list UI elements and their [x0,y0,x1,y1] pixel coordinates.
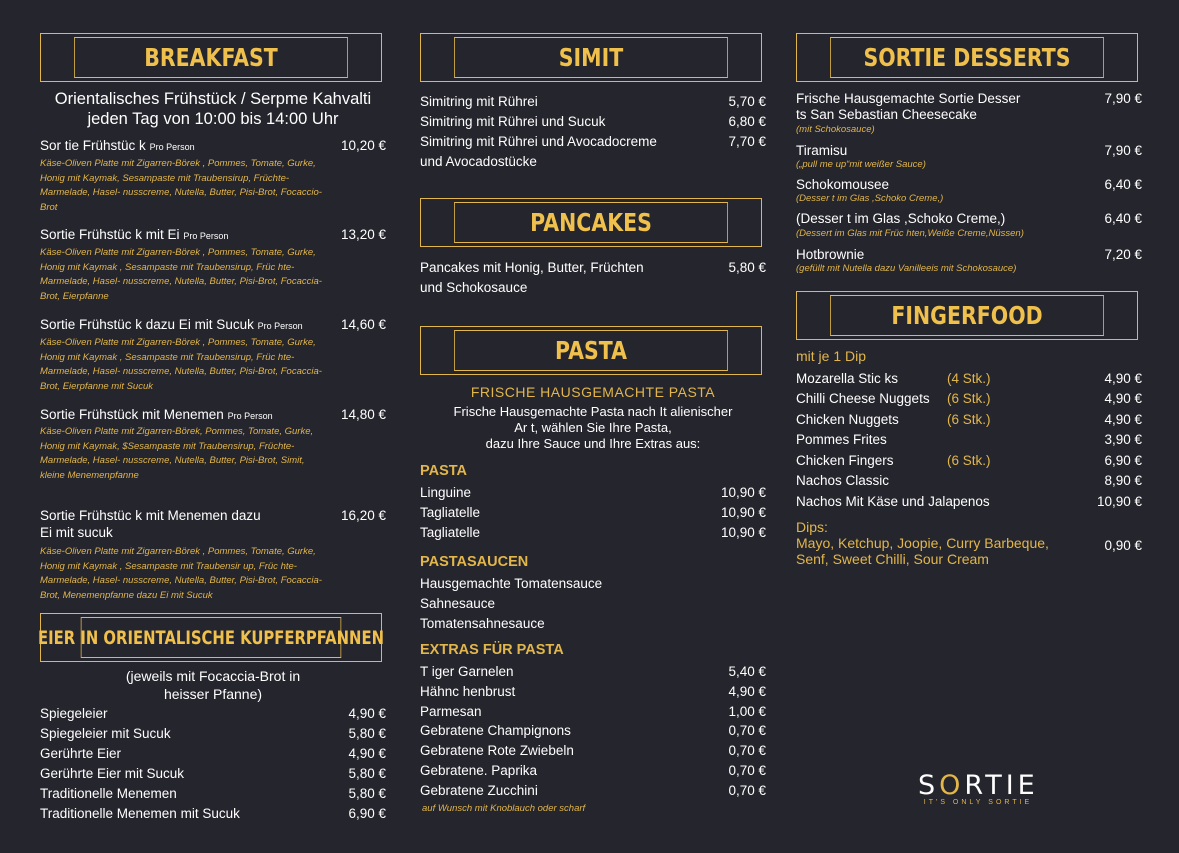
item-description: Käse-Oliven Platte mit Zigarren-Börek, Pommes, Tomate, Gurke, Honig mit Kaymak, $Sesampaste mit Traubensirup, Früchte- Marmelade, Hasel- nusscreme, Nutella, Butter, Pisi-Brot, Simit, kleine Menemenpfanne [40,426,314,481]
extra-item [420,781,766,801]
breakfast-intro-line1: Orientalisches Frühstück / Serpme Kahvalti [54,90,372,108]
item-price: 7,70 € [728,134,766,149]
simit-item [420,132,766,152]
item-price: 1,00 € [728,704,766,719]
fingerfood-item [796,369,1142,389]
item-price: 5,80 € [348,786,386,801]
item-price: 0,70 € [728,723,766,738]
extra-item [420,682,766,702]
eier-item [40,804,386,824]
item-name: Gerührte Eier [40,746,122,761]
fingerfood-item [796,430,1142,450]
dips-line1: Mayo, Ketchup, Joopie, Curry Barbeque, [796,535,1049,551]
fingerfood-item [796,492,1142,512]
item-price: 4,90 € [1104,391,1142,406]
extra-item [420,741,766,761]
item-name: Sortie Frühstüc k mit Ei [40,227,180,242]
item-name: Gebratene. Paprika [420,763,538,778]
eier-note [40,667,386,703]
item-price: 5,80 € [348,726,386,741]
dips-label: Dips: [796,519,828,535]
eier-item [40,704,386,724]
sortie-logo [918,770,1038,806]
item-name: (Desser t im Glas ,Schoko Creme,) [796,211,1006,226]
item-quantity: (6 Stk.) [947,453,991,468]
item-name: und Avocadostücke [420,154,537,169]
eier-item [40,724,386,744]
item-price: 7,90 € [1104,91,1142,106]
item-price: 4,90 € [1104,371,1142,386]
item-description: (mit Schokosauce) [796,124,875,135]
item-description: Käse-Oliven Platte mit Zigarren-Börek , Pommes, Tomate, Gurke, Honig mit Kaymak , Sesampaste mit Traubensirup, Früc hte- Marmelade, Hasel- nusscreme, Nutella, Butter, Pisi-Brot, Focaccia-Brot, Eierpfanne [40,247,322,302]
pancakes-line1: Pancakes mit Honig, Butter, Früchten [420,260,644,275]
item-name: Sortie Frühstüc k dazu Ei mit Sucuk [40,317,254,332]
logo-letters-rest: RTIE [964,770,1039,801]
item-name: Chicken Fingers [796,453,894,468]
item-name: Gebratene Rote Zwiebeln [420,743,574,758]
sauce-item: Tomatensahnesauce [420,616,545,631]
item-name: Simitring mit Rührei und Avocadocreme [420,134,657,149]
breakfast-title: BREAKFAST [144,43,278,72]
pasta-item [420,523,766,543]
dips [796,519,1142,567]
breakfast-item [40,405,386,426]
breakfast-item [40,136,386,157]
pasta-title: PASTA [554,336,628,365]
item-price: 8,90 € [1104,473,1142,488]
item-name: Spiegeleier mit Sucuk [40,726,171,741]
item-price: 0,70 € [728,743,766,758]
breakfast-intro-line2: jeden Tag von 10:00 bis 14:00 Uhr [87,110,339,128]
fingerfood-header-box [796,291,1138,340]
item-price: 3,90 € [1104,432,1142,447]
breakfast-item [40,225,386,246]
item-per-person: Pro Person [183,231,229,241]
logo-tagline: IT'S ONLY SORTIE [923,799,1033,806]
desserts-title: SORTIE DESSERTS [863,43,1071,72]
eier-header-box [40,613,382,662]
item-name: Traditionelle Menemen mit Sucuk [40,806,240,821]
item-name: Sortie Frühstüc k mit Menemen dazu [40,508,261,523]
item-name: Traditionelle Menemen [40,786,177,801]
simit-item [420,152,766,172]
dips-line2: Senf, Sweet Chilli, Sour Cream [796,551,989,567]
pasta-intro [420,404,766,452]
item-price: 14,60 € [340,317,386,332]
item-price: 4,90 € [728,684,766,699]
pancakes-title: PANCAKES [530,208,652,237]
item-description: Käse-Oliven Platte mit Zigarren-Börek , Pommes, Tomate, Gurke, Honig mit Kaymak , Sesampaste mit Traubensir up, Früc hte- Marmelade, Hasel- nusscreme, Nutella, Butter, Pisi-Brot, Focaccia-Brot, Menemenpfanne dazu Ei mit Sucuk [40,546,322,601]
pasta-subheading: PASTA [420,463,467,479]
item-description: Käse-Oliven Platte mit Zigarren-Börek , Pommes, Tomate, Gurke, Honig mit Kaymak , Sesampaste mit Traubensirup, Früc hte- Marmelade, Hasel- nusscreme, Nutella, Butter, Pisi-Brot, Focaccia-Brot, Eierpfanne mit Sucuk [40,337,322,392]
item-price: 5,80 € [728,260,766,275]
eier-item [40,744,386,764]
item-price: 5,80 € [348,766,386,781]
fingerfood-item [796,389,1142,409]
fingerfood-note: mit je 1 Dip [796,348,867,364]
pancakes-line2: und Schokosauce [420,280,528,295]
item-price: 7,20 € [1104,247,1142,262]
item-quantity: (6 Stk.) [947,412,991,427]
item-price: 6,80 € [728,114,766,129]
fingerfood-item [796,471,1142,491]
desserts-header-box [796,33,1138,82]
simit-title: SIMIT [558,43,624,72]
pasta-subtitle: FRISCHE HAUSGEMACHTE PASTA [470,384,716,400]
item-name: Pommes Frites [796,432,887,447]
item-price: 13,20 € [340,227,386,242]
sauce-item: Sahnesauce [420,596,496,611]
simit-item [420,112,766,132]
eier-item [40,784,386,804]
pasta-item [420,503,766,523]
item-name: Chilli Cheese Nuggets [796,391,930,406]
simit-item [420,92,766,112]
item-description: („pull me up“mit weißer Sauce) [796,159,926,170]
item-price: 7,90 € [1104,143,1142,158]
item-name: Tagliatelle [420,505,481,520]
item-name-line2: ts San Sebastian Cheesecake [796,107,977,122]
item-price: 16,20 € [340,508,386,523]
item-price: 0,70 € [728,783,766,798]
item-name: Hotbrownie [796,247,865,262]
item-price: 4,90 € [348,706,386,721]
item-description: (gefüllt mit Nutella dazu Vanilleeis mit Schokosauce) [796,263,1017,274]
item-quantity: (4 Stk.) [947,371,991,386]
item-name: Gerührte Eier mit Sucuk [40,766,185,781]
sauce-item: Hausgemachte Tomatensauce [420,576,603,591]
item-price: 6,90 € [348,806,386,821]
item-name: T iger Garnelen [420,664,514,679]
item-name: Simitring mit Rührei und Sucuk [420,114,606,129]
item-price: 0,70 € [728,763,766,778]
item-price: 14,80 € [340,407,386,422]
item-price: 4,90 € [1104,412,1142,427]
item-per-person: Pro Person [257,321,303,331]
eier-note-line1: (jeweils mit Focaccia-Brot in [125,668,301,684]
item-name: Parmesan [420,704,482,719]
pasta-item [420,483,766,503]
item-name: Sor tie Frühstüc k [40,138,146,153]
item-name: Nachos Mit Käse und Jalapenos [796,494,990,509]
item-name: Frische Hausgemachte Sortie Desser [796,91,1021,106]
item-price: 10,90 € [720,525,766,540]
dessert-item [796,209,1142,229]
item-price: 6,40 € [1104,177,1142,192]
breakfast-item [40,315,386,336]
item-description: (Dessert im Glas mit Früc hten,Weiße Creme,Nüssen) [796,228,1024,239]
item-quantity: (6 Stk.) [947,391,991,406]
item-description: Käse-Oliven Platte mit Zigarren-Börek , Pommes, Tomate, Gurke, Honig mit Kaymak, Sesampaste mit Traubensirup, Früchte- Marmelade, Hasel- nusscreme, Nutella, Butter, Pisi-Brot, Focaccio-Brot [40,158,322,213]
pancakes-header-box [420,198,762,247]
pasta-intro-line3: dazu Ihre Sauce und Ihre Extras aus: [485,436,701,451]
pasta-footnote: auf Wunsch mit Knoblauch oder scharf [422,803,586,814]
item-name: Hähnc henbrust [420,684,516,699]
item-name: Schokomousee [796,177,890,192]
extras-subheading: EXTRAS FÜR PASTA [420,642,564,658]
breakfast-header-box [40,33,382,82]
pasta-header-box [420,326,762,375]
pasta-intro-line2: Ar t, wählen Sie Ihre Pasta, [514,420,672,435]
item-price: 6,40 € [1104,211,1142,226]
item-name: Chicken Nuggets [796,412,899,427]
item-name: Simitring mit Rührei [420,94,538,109]
item-name: Mozarella Stic ks [796,371,899,386]
breakfast-item [40,507,386,541]
pasta-intro-line1: Frische Hausgemachte Pasta nach It alienischer [453,404,733,419]
simit-header-box [420,33,762,82]
item-name: Nachos Classic [796,473,890,488]
item-price: 10,90 € [1096,494,1142,509]
item-name: Spiegeleier [40,706,108,721]
eier-item [40,764,386,784]
logo-letter-o: O [939,770,965,801]
pancakes-item [420,258,766,298]
logo-wordmark [918,770,1038,801]
eier-note-line2: heisser Pfanne) [163,686,263,702]
item-price: 10,90 € [720,485,766,500]
extra-item [420,702,766,722]
item-name: Tiramisu [796,143,848,158]
fingerfood-item [796,451,1142,471]
item-price: 10,90 € [720,505,766,520]
pastasaucen-subheading: PASTASAUCEN [420,554,529,570]
item-price: 10,20 € [340,138,386,153]
item-price: 5,40 € [728,664,766,679]
extra-item [420,721,766,741]
item-name-line2: Ei mit sucuk [40,525,113,540]
eier-title: EIER IN ORIENTALISCHE KUPFERPFANNEN [38,626,384,649]
fingerfood-title: FINGERFOOD [891,301,1043,330]
dessert-item [796,91,1142,123]
item-price: 5,70 € [728,94,766,109]
dips-price: 0,90 € [1104,538,1142,553]
item-name: Tagliatelle [420,525,481,540]
item-per-person: Pro Person [149,142,195,152]
item-name: Linguine [420,485,472,500]
item-name: Gebratene Zucchini [420,783,538,798]
extra-item [420,761,766,781]
fingerfood-item [796,410,1142,430]
item-description: (Desser t im Glas ,Schoko Creme,) [796,193,944,204]
logo-letter-s: S [918,770,940,801]
item-price: 4,90 € [348,746,386,761]
item-name: Gebratene Champignons [420,723,571,738]
extra-item [420,662,766,682]
item-name: Sortie Frühstück mit Menemen [40,407,224,422]
item-price: 6,90 € [1104,453,1142,468]
item-per-person: Pro Person [227,411,273,421]
